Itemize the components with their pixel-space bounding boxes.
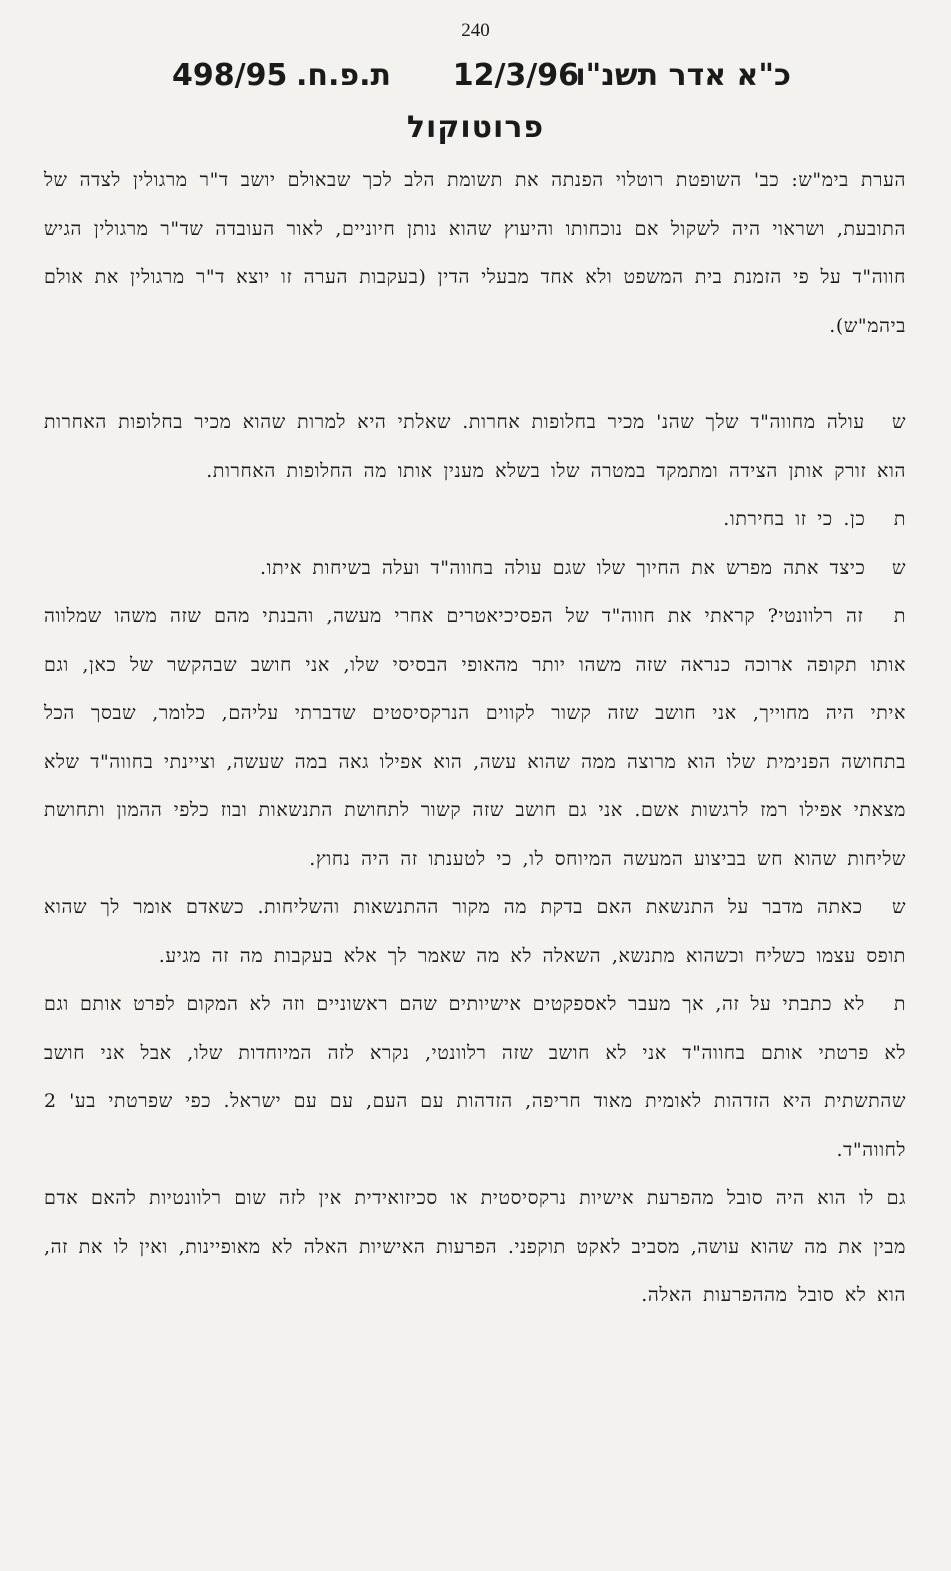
header-case-label: ת.פ.ח. [295,58,391,93]
speaker-label: ש [891,411,907,433]
speaker-label: ש [891,556,906,579]
paragraph-text: לא כתבתי על זה, אך מעבר לאספקטים אישיותים שהם ראשוניים וזה לא המקום לפרט אותם וגם לא פרטתי אותם בחווה"ד אני לא חושב שזה רלוונטי, נקרא לזה המיוחדות שלו, אבל אני חושב שהתשתית היא הזדהות לאומית מאוד חריפה, הזדהות עם העם, עם עם ישראל. כפי שפרטתי בע' 2 לחווה"ד. [44,993,906,1161]
answer-continuation-paragraph [44,1174,906,1320]
question-paragraph [44,883,906,980]
question-paragraph [44,544,906,593]
speaker-label: ת [893,605,906,627]
paragraph-text: הערת בימ"ש: כב' השופטת רוטלוי הפנתה את תשומת הלב לכך שבאולם יושב ד"ר מרגולין לצדה של התובעת, ושראוי היה לשקול אם נוכחותו והיעוץ שהוא נותן חיוניים, לאור העובדה שד"ר מרגולין הגיש חווה"ד על פי הזמנת בית המשפט ולא אחד מבעלי הדין (בעקבות הערה זו יוצא ד"ר מרגולין את אולם ביהמ"ש). [44,169,906,337]
header-case-number: 498/95 [172,58,288,93]
question-paragraph [44,398,906,495]
answer-paragraph [44,980,906,1174]
paragraph-text: כאתה מדבר על התנשאת האם בדקת מה מקור ההתנשאות והשליחות. כשאדם אומר לך שהוא תופס עצמו כשליח וכשהוא מתנשא, השאלה לא מה שאמר לך אלא בעקבות מה זה מגיע. [44,896,906,967]
paragraph-gap [44,350,906,398]
paragraph-text: כן. כי זו בחירתו. [723,508,866,530]
answer-paragraph [44,592,906,883]
paragraph-text: כיצד אתה מפרש את החיוך שלו שגם עולה בחווה"ד ועלה בשיחות איתו. [259,556,866,579]
paragraph-text: זה רלוונטי? קראתי את חווה"ד של הפסיכיאטרים אחרי מעשה, והבנתי מהם שזה משהו שמלווה אותו תקופה ארוכה כנראה שזה משהו יותר מהאופי הבסיסי שלו, אני חושב שבהקשר של כאן, וגם איתי היה מחוייך, אני חושב שזה קשור לקווים הנרקסיסטים שדברתי עליהם, כלומר, שבסך הכל בתחושה הפנימית שלו הוא מרוצה ממה שהוא עשה, הוא אפילו גאה במה שעשה, וציינתי בחווה"ד שלא מצאתי אפילו רמז לרגשות אשם. אני גם חושב שזה קשור לתחושת התנשאות ובוז כלפי ההמון ותחושת שליחות שהוא חש בביצוע המעשה המיוחס לו, כי לטענתו זה היה נחוץ. [44,605,906,870]
paragraph-text: גם לו הוא היה סובל מהפרעת אישיות נרקסיסטית או סכיזואידית אין לזה שום רלוונטיות להאם אדם מבין את מה שהוא עושה, מסביב לאקט תוקפני. הפרעות האישיות האלה לא מאופיינות, ואין לו את זה, הוא לא סובל מההפרעות האלה. [44,1187,906,1306]
court-remark-paragraph [44,156,906,350]
page-number: 240 [461,20,490,41]
paragraph-text: עולה מחווה"ד שלך שהנ' מכיר בחלופות אחרות. שאלתי היא למרות שהוא מכיר בחלופות האחרות הוא זורק אותן הצידה ומתמקד במטרה שלו בשלא מענין אותו מה החלופות האחרות. [44,411,906,482]
answer-paragraph [44,495,906,544]
speaker-label: ת [893,508,906,530]
protocol-body [44,156,906,1320]
header-date-numeric: 12/3/96 [452,58,579,93]
document-title: פרוטוקול [406,110,545,145]
header-date-hebrew: כ"א אדר תשנ"ו [575,58,791,93]
document-header [172,58,791,98]
speaker-label: ת [893,993,906,1015]
speaker-label: ש [891,896,907,918]
